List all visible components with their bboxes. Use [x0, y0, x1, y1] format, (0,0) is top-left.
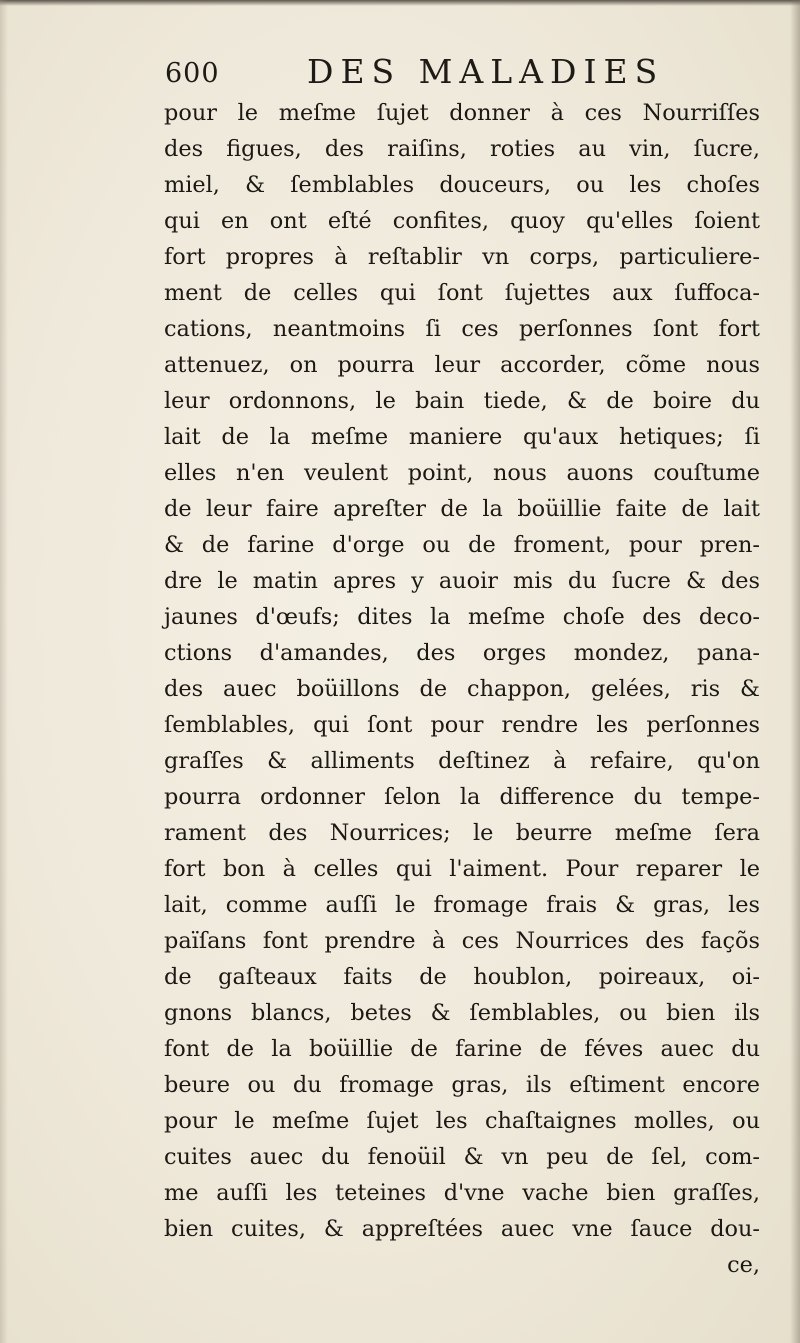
text-line: elles n'en veulent point, nous auons couſtume	[164, 460, 760, 486]
text-line: pourra ordonner ſelon la difference du tempe-	[164, 784, 760, 810]
text-line: de leur faire apreſter de la boüillie faite de lait	[164, 496, 760, 522]
text-line: me auſſi les teteines d'vne vache bien graſſes,	[164, 1180, 760, 1206]
text-line: bien cuites, & appreſtées auec vne ſauce dou-	[164, 1216, 760, 1242]
text-line: ment de celles qui ſont ſujettes aux ſuffoca-	[164, 280, 760, 306]
text-line: fort propres à reſtablir vn corps, particuliere-	[164, 244, 760, 270]
text-line: leur ordonnons, le bain tiede, & de boire du	[164, 388, 760, 414]
text-line: font de la boüillie de farine de féves auec du	[164, 1036, 760, 1062]
running-title: DES MALADIES	[307, 52, 665, 91]
text-line: jaunes d'œufs; dites la meſme choſe des deco-	[164, 604, 760, 630]
text-line: de gaſteaux faits de houblon, poireaux, oi-	[164, 964, 760, 990]
text-line: lait de la meſme maniere qu'aux hetiques; ſi	[164, 424, 760, 450]
text-line: rament des Nourrices; le beurre meſme ſera	[164, 820, 760, 846]
text-line: qui en ont eſté confites, quoy qu'elles ſoient	[164, 208, 760, 234]
text-line: des auec boüillons de chappon, gelées, ris &	[164, 676, 760, 702]
text-line: miel, & ſemblables douceurs, ou les choſes	[164, 172, 760, 198]
running-head	[165, 52, 725, 96]
text-line: ctions d'amandes, des orges mondez, pana-	[164, 640, 760, 666]
text-line: attenuez, on pourra leur accorder, cõme nous	[164, 352, 760, 378]
text-line: lait, comme auſſi le fromage frais & gras, les	[164, 892, 760, 918]
text-line: des figues, des raiſins, roties au vin, ſucre,	[164, 136, 760, 162]
text-line: graſſes & alliments deſtinez à refaire, qu'on	[164, 748, 760, 774]
text-line: païſans font prendre à ces Nourrices des façõs	[164, 928, 760, 954]
text-line: pour le meſme ſujet donner à ces Nourriſſes	[164, 100, 760, 126]
text-line: cuites auec du fenoüil & vn peu de ſel, com-	[164, 1144, 760, 1170]
page-left-edge	[0, 0, 8, 1343]
text-line: pour le meſme ſujet les chaſtaignes molles, ou	[164, 1108, 760, 1134]
page-right-edge	[790, 0, 800, 1343]
page-number: 600	[165, 58, 220, 89]
text-line: & de farine d'orge ou de froment, pour pren-	[164, 532, 760, 558]
text-line: ſemblables, qui ſont pour rendre les perſonnes	[164, 712, 760, 738]
text-line: dre le matin apres y auoir mis du ſucre & des	[164, 568, 760, 594]
text-line: gnons blancs, betes & ſemblables, ou bien ils	[164, 1000, 760, 1026]
text-line: beure ou du fromage gras, ils eſtiment encore	[164, 1072, 760, 1098]
text-line: cations, neantmoins ſi ces perſonnes ſont fort	[164, 316, 760, 342]
page-top-edge	[0, 0, 800, 6]
catchword: ce,	[727, 1252, 760, 1278]
text-line: fort bon à celles qui l'aiment. Pour reparer le	[164, 856, 760, 882]
body-text	[164, 95, 760, 1283]
